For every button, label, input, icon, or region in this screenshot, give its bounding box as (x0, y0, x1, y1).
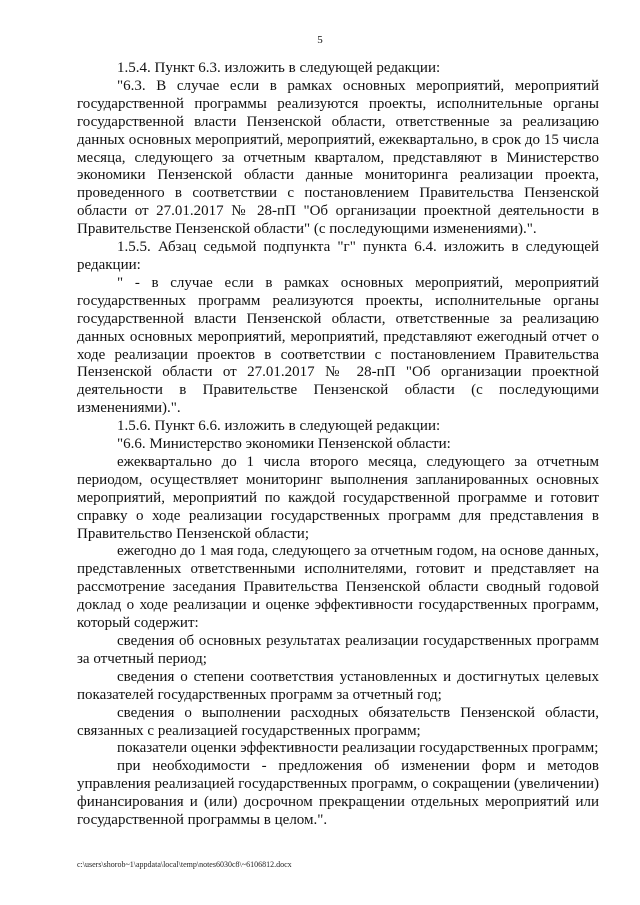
list-item-efficiency-indicators: показатели оценки эффективности реализации государственных программ; (117, 740, 599, 757)
paragraph-6-6-heading: "6.6. Министерство экономики Пензенской области: (117, 436, 451, 453)
document-body (77, 60, 599, 830)
paragraph-subitem-g-text: " - в случае если в рамках основных мероприятий, мероприятий государственных программ реализуются проекты, исполнительные органы государственной власти Пензенской области, ответственные за реализацию данных основных мероприятий, мероприятий, представляют ежегодный отчет о ходе реализации проектов в соответствии с постановлением Правительства Пензенской области от 27.01.2017 № 28-пП "Об организации проектной деятельности в Правительстве Пензенской области (с последующими изменениями).". (77, 274, 599, 417)
paragraph-1-5-5: 1.5.5. Абзац седьмой подпункта "г" пункта 6.4. изложить в следующей редакции: (77, 239, 599, 273)
paragraph-quarterly-monitoring: ежеквартально до 1 числа второго месяца, следующего за отчетным периодом, осуществляет мониторинг выполнения запланированных основных мероприятий, мероприятий по каждой государственной программе и готовит справку о ходе реализации государственных программ для представления в Правительство Пензенской области; (77, 453, 599, 542)
list-item-proposals: при необходимости - предложения об изменении форм и методов управления реализацией государственных программ, о сокращении (увеличении) финансирования и (или) досрочном прекращении отдельных мероприятий или государственной программы в целом.". (77, 758, 599, 829)
file-path-footer: c:\users\shorob~1\appdata\local\temp\notes6030c8\~6106812.docx (77, 860, 292, 869)
paragraph-annual-report: ежегодно до 1 мая года, следующего за отчетным годом, на основе данных, представленных ответственными исполнителями, готовит и представляет на рассмотрение заседания Правительства Пензенской области сводный годовой доклад о ходе реализации и оценке эффективности государственных программ, который содержит: (77, 543, 599, 632)
paragraph-1-5-6: 1.5.6. Пункт 6.6. изложить в следующей редакции: (117, 418, 441, 435)
list-item-target-indicators: сведения о степени соответствия установленных и достигнутых целевых показателей государственных программ за отчетный год; (77, 668, 599, 703)
paragraph-6-3-text: "6.3. В случае если в рамках основных мероприятий, мероприятий государственной программы реализуются проекты, исполнительные органы государственной власти Пензенской области, ответственные за реализацию данных основных мероприятий, мероприятий, ежеквартально, в срок до 15 числа месяца, следующего за отчетным кварталом, представляют в Министерство экономики Пензенской области данные мониторинга реализации проекта, проведенного в соответствии с постановлением Правительства Пензенской области от 27.01.2017 № 28-пП "Об организации проектной деятельности в Правительстве Пензенской области" (с последующими изменениями).". (77, 77, 599, 238)
list-item-expense-obligations: сведения о выполнении расходных обязательств Пензенской области, связанных с реализацией государственных программ; (77, 704, 599, 739)
paragraph-1-5-4: 1.5.4. Пункт 6.3. изложить в следующей редакции: (117, 60, 441, 76)
list-item-main-results: сведения об основных результатах реализации государственных программ за отчетный период; (77, 633, 599, 667)
page-number: 5 (317, 34, 323, 46)
